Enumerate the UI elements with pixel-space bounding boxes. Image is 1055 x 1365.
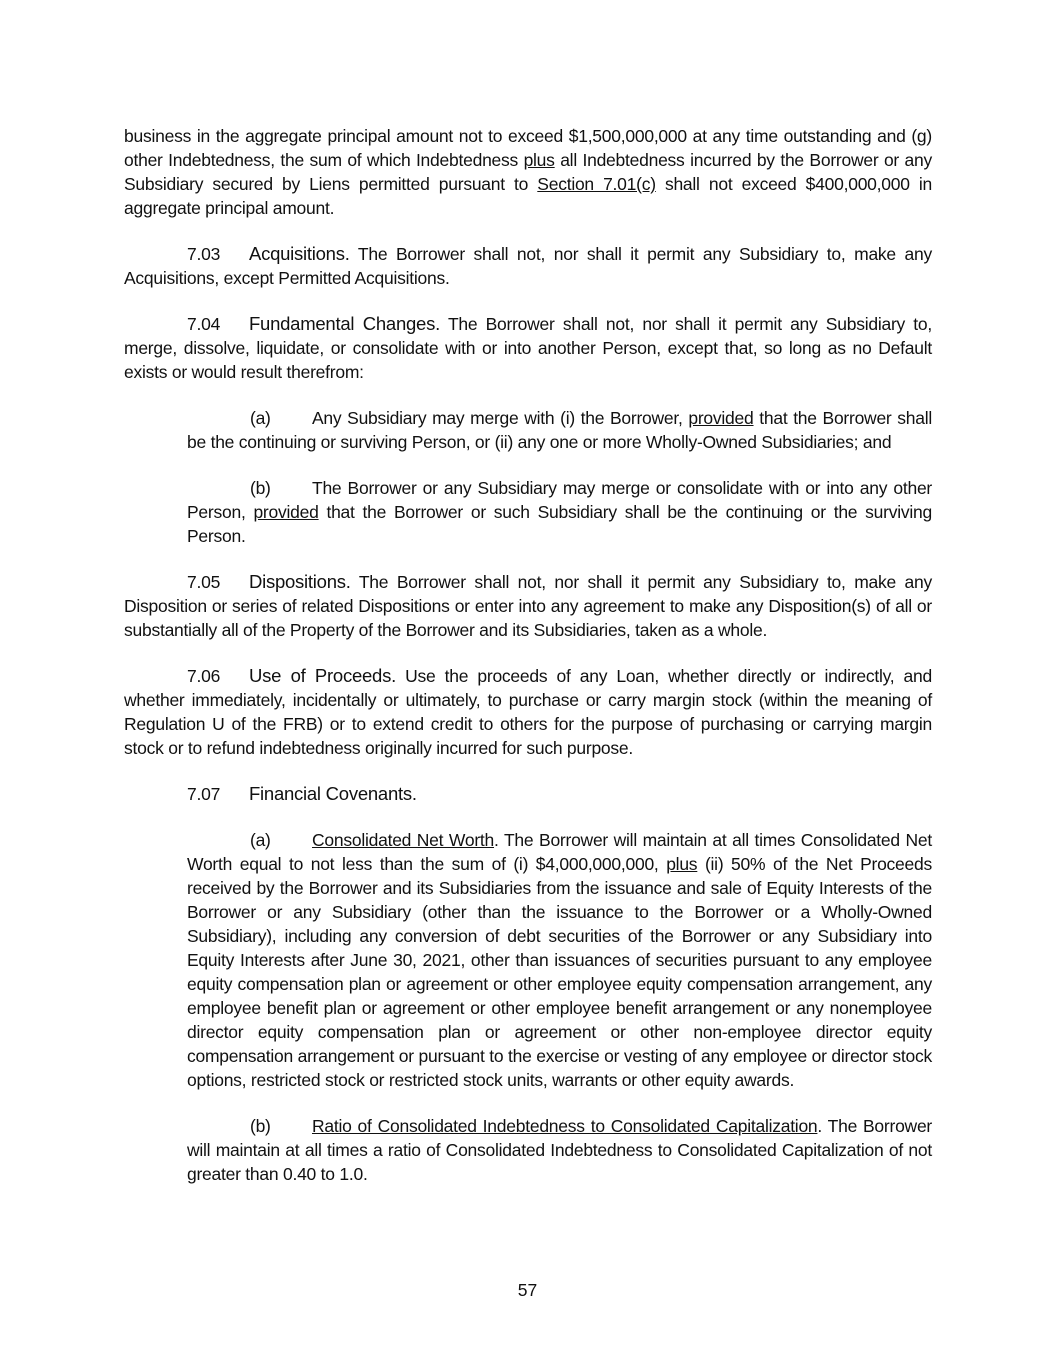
text: shall not exceed $400,000,000 in aggregate principal amount. (124, 174, 933, 218)
text: (ii) 50% of the Net Proceeds received by the Borrower and its Subsidiaries from the issuance and sale of Equity Interests of the Borrower or any Subsidiary (other than the issuance to the Borrower or a Wholly-Owned Subsidiary), including any conversion of debt securities of the Borrower or any Subsidiary into Equity Interests after June 30, 2021, other than issuances of securities pursuant to any employee equity compensation plan or agreement or other employee equity compensation arrangement, any employee benefit plan or agreement or other employee benefit arrangement or any nonemployee director equity compensation plan or agreement or other non-employee director equity compensation arrangement or pursuant to the exercise or vesting of any employee or director stock options, restricted stock or restricted stock units, warrants or other equity awards. (187, 854, 932, 1090)
clause-7-04-a (187, 406, 932, 454)
text: business in the aggregate principal amount not to exceed $1,500,000,000 at any time outstanding and (g) other Indebtedness, the sum of which Indebtedness (124, 126, 932, 170)
text: Any Subsidiary may merge with (i) the Borrower, (312, 408, 689, 428)
text: that the Borrower or such Subsidiary shall be the continuing or the surviving Person. (187, 502, 932, 546)
underlined-term: provided (253, 502, 319, 522)
underlined-term: plus (523, 150, 555, 170)
clause-7-04-b (187, 476, 932, 548)
section-heading: Use of Proceeds. (249, 665, 396, 686)
text: The Borrower or any Subsidiary may merge or consolidate with or into any other Person, (187, 478, 932, 522)
underlined-term: plus (666, 854, 698, 874)
section-number: 7.03 (187, 244, 221, 264)
section-7-05 (124, 570, 932, 642)
paragraph-indebtedness-continuation (124, 124, 932, 220)
section-7-04 (124, 312, 932, 384)
text: . The Borrower will maintain at all times a ratio of Consolidated Indebtedness to Consolidated Capitalization of not greater than 0.40 to 1.0. (187, 1116, 933, 1184)
section-text: The Borrower shall not, nor shall it permit any Subsidiary to, make any Disposition or series of related Dispositions or enter into any agreement to make any Disposition(s) of all or substantially all of the Property of the Borrower and its Subsidiaries, taken as a whole. (124, 572, 932, 640)
clause-7-07-b (187, 1114, 932, 1186)
section-heading: Acquisitions. (249, 243, 350, 264)
section-7-07 (124, 782, 932, 806)
section-reference: Section 7.01(c) (537, 174, 656, 194)
document-body (124, 124, 932, 1208)
clause-7-07-a (187, 828, 932, 1092)
section-text: The Borrower shall not, nor shall it permit any Subsidiary to, merge, dissolve, liquidate, or consolidate with or into another Person, except that, so long as no Default exists or would result therefrom: (124, 314, 932, 382)
section-7-06 (124, 664, 932, 760)
section-number: 7.06 (187, 666, 221, 686)
clause-label: (b) (250, 478, 271, 498)
clause-label: (a) (250, 830, 271, 850)
text: . The Borrower will maintain at all times Consolidated Net Worth equal to not less than the sum of (i) $4,000,000,000, (187, 830, 932, 874)
section-text: The Borrower shall not, nor shall it permit any Subsidiary to, make any Acquisitions, except Permitted Acquisitions. (124, 244, 932, 288)
text: all Indebtedness incurred by the Borrower or any Subsidiary secured by Liens permitted pursuant to (124, 150, 932, 194)
clause-label: (b) (250, 1116, 271, 1136)
section-heading: Dispositions. (249, 571, 351, 592)
section-heading: Fundamental Changes. (249, 313, 440, 334)
section-7-03 (124, 242, 932, 290)
section-number: 7.07 (187, 784, 221, 804)
text: that the Borrower shall be the continuing or surviving Person, or (ii) any one or more Wholly-Owned Subsidiaries; and (187, 408, 932, 452)
section-heading: Financial Covenants. (249, 783, 417, 804)
section-number: 7.05 (187, 572, 221, 592)
section-text: Use the proceeds of any Loan, whether directly or indirectly, and whether immediately, incidentally or ultimately, to purchase or carry margin stock (within the meaning of Regulation U of the FRB) or to extend credit to others for the purpose of purchasing or carrying margin stock or to refund indebtedness originally incurred for such purpose. (124, 666, 932, 758)
underlined-term: provided (688, 408, 754, 428)
clause-heading: Consolidated Net Worth (312, 830, 495, 850)
section-number: 7.04 (187, 314, 221, 334)
clause-heading: Ratio of Consolidated Indebtedness to Consolidated Capitalization (312, 1116, 818, 1136)
page-number: 57 (517, 1280, 538, 1300)
clause-label: (a) (250, 408, 271, 428)
